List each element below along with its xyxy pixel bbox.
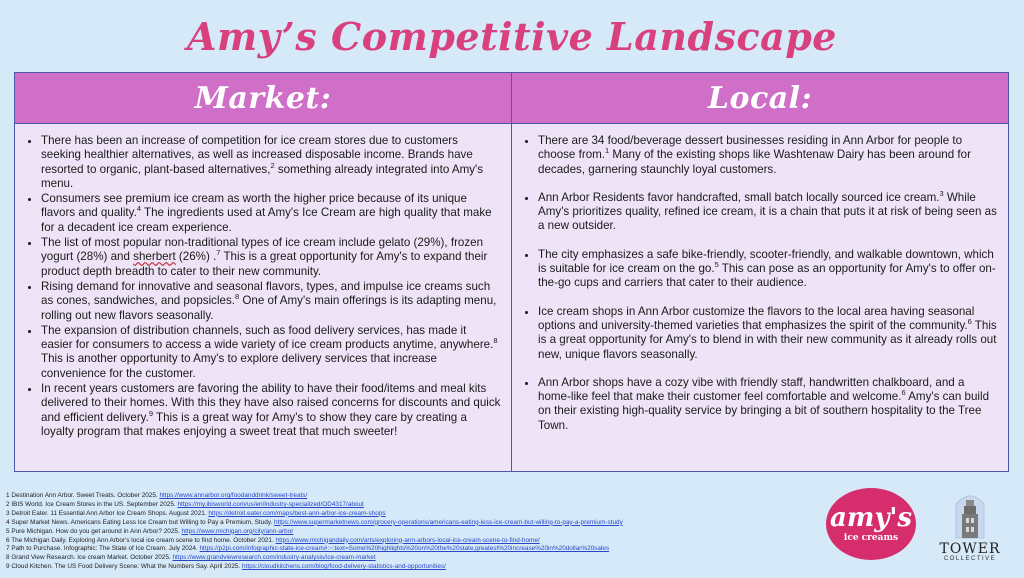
- reference-item: 9 Cloud Kitchen. The US Food Delivery Scene: What the Numbers Say. April 2025. https://cloudkitchens.com/blog/food-delivery-statistics-and-opportunities/: [6, 563, 446, 571]
- reference-link[interactable]: https://my.ibisworld.com/us/en/industry-specialized/OD4317/about: [177, 500, 364, 508]
- market-header: Market:: [15, 73, 512, 123]
- list-item: • The expansion of distribution channels, such as food delivery services, has made it easier for consumers to access a wide variety of ice cream products anytime, anywhere.$^8$ This is another opportunity to Amy's to explore delivery services that increase convenience for the customer.: [41, 324, 501, 381]
- reference-item: 2 IBIS World. Ice Cream Stores in the US. September 2025. https://my.ibisworld.com/us/en/industry-specialized/OD4317/about: [6, 500, 364, 508]
- reference-link[interactable]: https://www.grandviewresearch.com/industry-analysis/ice-cream-market: [172, 554, 376, 562]
- reference-item: 6 The Michigan Daily. Exploring Ann Arbor's local ice cream scene to find home. October 2021. https://www.michigandaily.com/arts/exploring-ann-arbors-local-ice-cream-scene-to-find-home/: [6, 536, 540, 544]
- reference-item: 8 Grand View Research. Ice cream Market. October 2025. https://www.grandviewresearch.com/industry-analysis/ice-cream-market: [6, 554, 376, 562]
- list-item: • There has been an increase of competition for ice cream stores due to customers seeking healthier alternatives, as well as increased disposable income. Brands have resorted to organic, plant-based alternatives,$^2$ something already integrated into Amy's menu.: [41, 134, 501, 191]
- page-title: Amy’s Competitive Landscape: [187, 14, 837, 59]
- local-column: [512, 124, 1008, 471]
- reference-link[interactable]: https://www.michigan.org/city/ann-arbor: [181, 527, 294, 535]
- list-item: • The list of most popular non-traditional types of ice cream include gelato (29%), frozen yogurt (28%) and sherbert (26%) .$^7$ This is a great opportunity for Amy's to expand their product depth breadth to cater to their new community.: [41, 236, 501, 279]
- reference-item: 7 Path to Purchase. Infographic: The State of Ice Cream. July 2024. https://p2pi.com/infographic-state-ice-cream#:~:text=Some%20highlights%20on%20the%20state,greatest%20increase%20in%20dollar%20sales: [6, 545, 610, 553]
- list-item: • Rising demand for innovative and seasonal flavors, types, and impulse ice creams such as cones, sandwiches, and popsicles.$^8$ One of Amy's main offerings is its adapting menu, rolling out new flavors seasonally.: [41, 280, 501, 323]
- market-column: [15, 124, 512, 471]
- list-item: • There are 34 food/beverage dessert businesses residing in Ann Arbor for people to choose from.$^1$ Many of the existing shops like Washtenaw Dairy has been around for decades, garnering staunchly loyal customers.: [538, 134, 998, 177]
- list-item: • The city emphasizes a safe bike-friendly, scooter-friendly, and walkable downtown, which is suitable for ice cream on the go.$^5$ This can pose as an opportunity for Amy's to offer on-the-go cups and carriers that cater to their audience.: [538, 248, 998, 291]
- list-item: • In recent years customers are favoring the ability to have their food/items and meal kits delivered to their homes. With this they have also raised concerns for discounts and quick and efficient delivery.$^9$ This is a great way for Amy's to show they care by creating a loyalty program that makes enjoying a sweet treat that much sweeter!: [41, 382, 501, 439]
- landscape-table: [14, 72, 1009, 472]
- reference-item: 5 Pure Michigan. How do you get around in Ann Arbor? 2025. https://www.michigan.org/city/ann-arbor: [6, 527, 294, 535]
- reference-link[interactable]: https://p2pi.com/infographic-state-ice-cream#:~:text=Some%20highlights%20on%20the%20state,greatest%20increase%20in%20dollar%20sales: [199, 545, 610, 553]
- reference-link[interactable]: https://www.supermarketnews.com/grocery-operations/americans-eating-less-ice-cream-but-willing-to-pay-a-premium-study: [274, 518, 623, 526]
- reference-link[interactable]: https://detroit.eater.com/maps/best-ann-arbor-ice-cream-shops: [208, 509, 386, 517]
- header-row: [15, 73, 1008, 124]
- local-header: Local:: [707, 80, 813, 116]
- body-row: [15, 124, 1008, 471]
- reference-link[interactable]: https://www.michigandaily.com/arts/exploring-ann-arbors-local-ice-cream-scene-to-find-home/: [275, 536, 540, 544]
- tower-logo-word: TOWER: [939, 541, 1001, 557]
- tower-collective-logo: [930, 490, 1010, 570]
- reference-link[interactable]: https://cloudkitchens.com/blog/food-delivery-statistics-and-opportunities/: [241, 563, 446, 571]
- amys-logo-word: amy's: [829, 503, 913, 533]
- tower-logo-sub: COLLECTIVE: [943, 556, 997, 562]
- reference-item: 1 Destination Ann Arbor. Sweet Treats. October 2025. https://www.annarbor.org/foodanddrink/sweet-treats/: [6, 492, 308, 499]
- local-list: [512, 124, 1008, 433]
- list-item: • Consumers see premium ice cream as worth the higher price because of its unique flavors and quality.$^4$ The ingredients used at Amy's Ice Cream are high quality that make for a decadent ice cream experience.: [41, 192, 501, 235]
- amys-logo-sub: ice creams: [843, 533, 899, 543]
- tower-icon: [950, 490, 990, 540]
- reference-item: 3 Detroit Eater. 11 Essential Ann Arbor Ice Cream Shops. August 2021. https://detroit.eater.com/maps/best-ann-arbor-ice-cream-shops: [6, 509, 386, 517]
- amys-logo: [826, 488, 916, 560]
- market-list: [15, 124, 511, 439]
- reference-item: 4 Super Market News. Americans Eating Less Ice Cream but Willing to Pay a Premium, Study. https://www.supermarketnews.com/grocery-operations/americans-eating-less-ice-cream-but-willing-to-pay-a-premium-study: [6, 518, 623, 526]
- reference-link[interactable]: https://www.annarbor.org/foodanddrink/sweet-treats/: [159, 492, 308, 499]
- references: [6, 492, 806, 572]
- list-item: • Ice cream shops in Ann Arbor customize the flavors to the local area having seasonal options and university-themed varieties that emphasizes the spirit of the community.$^6$ This is a great opportunity for Amy's to blend in with their new community as it already rolls out new, unique flavors seasonally.: [538, 305, 998, 362]
- list-item: • Ann Arbor shops have a cozy vibe with friendly staff, handwritten chalkboard, and a home-like feel that make their customer feel comfortable and welcome.$^6$ Amy's can build on their existing high-quality service by bringing a bit of southern hospitality to the Tree Town.: [538, 376, 998, 433]
- list-item: • Ann Arbor Residents favor handcrafted, small batch locally sourced ice cream.$^3$ While Amy's prioritizes quality, refined ice cream, it is a chain that puts it at risk of being seen as a new outsider.: [538, 191, 998, 234]
